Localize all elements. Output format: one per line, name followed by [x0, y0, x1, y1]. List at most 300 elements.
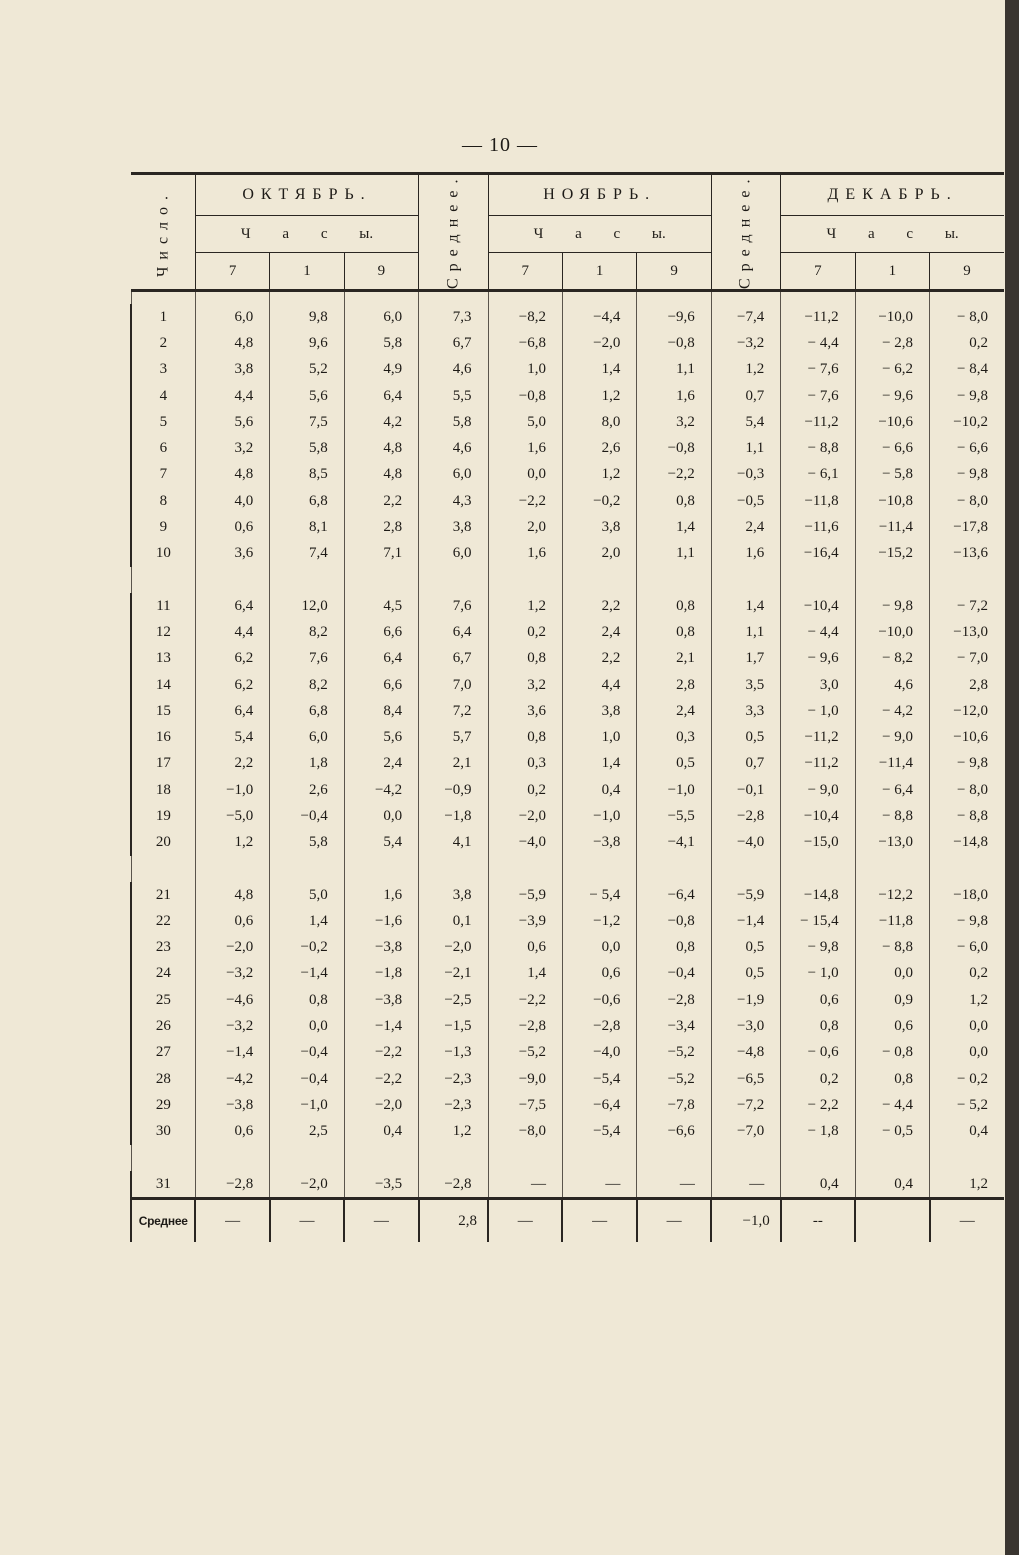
gap-cell — [855, 856, 929, 882]
temperature-cell: 4,8 — [195, 462, 269, 488]
temperature-cell: −1,6 — [344, 908, 418, 934]
temperature-cell: 2,8 — [344, 514, 418, 540]
temperature-cell: −1,4 — [711, 908, 780, 934]
temperature-cell: 1,0 — [562, 724, 636, 750]
temperature-cell: 0,0 — [562, 935, 636, 961]
temperature-cell: 3,2 — [488, 672, 562, 698]
temperature-cell: 4,8 — [344, 435, 418, 461]
day-number: 27 — [131, 1040, 195, 1066]
temperature-cell: −14,8 — [781, 882, 855, 908]
temperature-cell: −2,8 — [419, 1171, 488, 1199]
temperature-cell: −5,2 — [637, 1040, 711, 1066]
temperature-cell: 3,8 — [195, 357, 269, 383]
temperature-cell: −2,0 — [344, 1092, 418, 1118]
gap-cell — [855, 1145, 929, 1171]
gap-cell — [711, 567, 780, 593]
table-row — [131, 462, 1004, 488]
spacer-cell — [270, 291, 344, 305]
temperature-cell: 12,0 — [270, 593, 344, 619]
temperature-cell: − 7,6 — [781, 357, 855, 383]
average-cell: — — [195, 1199, 269, 1243]
temperature-cell: −0,6 — [562, 987, 636, 1013]
temperature-cell: 0,5 — [711, 935, 780, 961]
table-row — [131, 961, 1004, 987]
temperature-cell: −6,4 — [637, 882, 711, 908]
temperature-cell: − 2,8 — [855, 330, 929, 356]
temperature-cell: 5,6 — [270, 383, 344, 409]
temperature-cell: −1,0 — [637, 777, 711, 803]
hour-header: 9 — [930, 253, 1004, 291]
temperature-cell: − 1,0 — [781, 698, 855, 724]
temperature-cell: 1,1 — [711, 435, 780, 461]
temperature-cell: − 9,0 — [855, 724, 929, 750]
spacer-cell — [488, 291, 562, 305]
temperature-cell: 5,8 — [344, 330, 418, 356]
temperature-cell: 8,1 — [270, 514, 344, 540]
hour-header: 9 — [344, 253, 418, 291]
gap-cell — [270, 567, 344, 593]
day-number: 18 — [131, 777, 195, 803]
temperature-cell: −2,2 — [488, 987, 562, 1013]
day-number: 7 — [131, 462, 195, 488]
temperature-cell: −1,3 — [419, 1040, 488, 1066]
temperature-cell: −4,8 — [711, 1040, 780, 1066]
spacer-cell — [637, 291, 711, 305]
temperature-cell: −2,0 — [195, 935, 269, 961]
temperature-cell: −4,4 — [562, 304, 636, 330]
temperature-cell: −0,4 — [270, 803, 344, 829]
temperature-cell: 3,2 — [637, 409, 711, 435]
table-row — [131, 1040, 1004, 1066]
table-body — [131, 291, 1004, 1199]
gap-cell — [637, 567, 711, 593]
table-row — [131, 987, 1004, 1013]
gap-cell — [195, 856, 269, 882]
temperature-cell: 5,8 — [270, 435, 344, 461]
temperature-cell: 0,0 — [344, 803, 418, 829]
temperature-cell: 0,7 — [711, 751, 780, 777]
temperature-cell: − 6,0 — [930, 935, 1004, 961]
temperature-cell: − 4,4 — [781, 330, 855, 356]
gap-cell — [131, 856, 195, 882]
temperature-cell: 3,8 — [562, 698, 636, 724]
temperature-cell: −15,2 — [855, 541, 929, 567]
temperature-cell: 5,8 — [419, 409, 488, 435]
temperature-cell: −1,9 — [711, 987, 780, 1013]
average-cell: -- — [781, 1199, 855, 1243]
temperature-cell: 4,9 — [344, 357, 418, 383]
temperature-cell: 0,1 — [419, 908, 488, 934]
table-row — [131, 1066, 1004, 1092]
november-hours-label: Ч а с ы. — [488, 216, 711, 253]
temperature-cell: 5,7 — [419, 724, 488, 750]
temperature-cell: −0,9 — [419, 777, 488, 803]
temperature-cell: −11,8 — [781, 488, 855, 514]
temperature-cell: −17,8 — [930, 514, 1004, 540]
header-spacer-row — [131, 291, 1004, 305]
temperature-cell: −2,0 — [419, 935, 488, 961]
temperature-cell: 1,6 — [637, 383, 711, 409]
temperature-cell: −5,4 — [562, 1119, 636, 1145]
temperature-cell: 9,6 — [270, 330, 344, 356]
temperature-cell: −2,2 — [344, 1066, 418, 1092]
temperature-table-wrapper — [130, 172, 1004, 1242]
temperature-cell: 1,0 — [488, 357, 562, 383]
temperature-cell: 0,8 — [781, 1013, 855, 1039]
temperature-cell: 7,6 — [419, 593, 488, 619]
temperature-cell: 6,0 — [344, 304, 418, 330]
temperature-cell: 7,6 — [270, 646, 344, 672]
temperature-cell: −3,9 — [488, 908, 562, 934]
temperature-cell: −2,8 — [488, 1013, 562, 1039]
temperature-cell: − 9,8 — [930, 462, 1004, 488]
temperature-cell: −5,2 — [488, 1040, 562, 1066]
temperature-cell: 6,4 — [195, 698, 269, 724]
temperature-cell: 0,4 — [930, 1119, 1004, 1145]
temperature-cell: 4,2 — [344, 409, 418, 435]
day-number: 6 — [131, 435, 195, 461]
temperature-cell: 3,6 — [195, 541, 269, 567]
temperature-cell: −4,0 — [488, 830, 562, 856]
day-number: 21 — [131, 882, 195, 908]
temperature-cell: — — [711, 1171, 780, 1199]
spacer-cell — [855, 291, 929, 305]
temperature-cell: 3,8 — [419, 514, 488, 540]
temperature-cell: 1,4 — [711, 593, 780, 619]
temperature-cell: − 7,6 — [781, 383, 855, 409]
gap-cell — [344, 856, 418, 882]
temperature-cell: 7,5 — [270, 409, 344, 435]
temperature-cell: 6,0 — [195, 304, 269, 330]
temperature-cell: 2,5 — [270, 1119, 344, 1145]
temperature-cell: 0,3 — [637, 724, 711, 750]
gap-cell — [711, 856, 780, 882]
hour-header: 1 — [562, 253, 636, 291]
temperature-cell: 7,2 — [419, 698, 488, 724]
temperature-cell: 0,8 — [855, 1066, 929, 1092]
spacer-cell — [195, 291, 269, 305]
temperature-cell: 6,0 — [419, 462, 488, 488]
temperature-cell: 4,0 — [195, 488, 269, 514]
temperature-cell: 2,2 — [562, 646, 636, 672]
temperature-cell: −0,4 — [270, 1040, 344, 1066]
temperature-cell: 2,2 — [344, 488, 418, 514]
day-number: 31 — [131, 1171, 195, 1199]
gap-cell — [488, 567, 562, 593]
day-number: 2 — [131, 330, 195, 356]
temperature-cell: −5,9 — [488, 882, 562, 908]
temperature-cell: 0,2 — [781, 1066, 855, 1092]
temperature-cell: − 9,6 — [781, 646, 855, 672]
temperature-cell: 1,2 — [562, 462, 636, 488]
temperature-cell: 6,7 — [419, 330, 488, 356]
table-row — [131, 908, 1004, 934]
temperature-cell: 5,8 — [270, 830, 344, 856]
table-row — [131, 488, 1004, 514]
gap-cell — [781, 1145, 855, 1171]
temperature-cell: − 9,0 — [781, 777, 855, 803]
table-row — [131, 1013, 1004, 1039]
temperature-cell: 0,6 — [562, 961, 636, 987]
hour-header: 1 — [270, 253, 344, 291]
october-average-header: Среднее. — [419, 174, 488, 291]
temperature-cell: 4,5 — [344, 593, 418, 619]
average-cell: — — [344, 1199, 418, 1243]
temperature-cell: −4,0 — [562, 1040, 636, 1066]
temperature-cell: − 0,2 — [930, 1066, 1004, 1092]
day-number: 23 — [131, 935, 195, 961]
temperature-cell: 2,4 — [711, 514, 780, 540]
october-hours-label: Ч а с ы. — [195, 216, 418, 253]
temperature-cell: 4,1 — [419, 830, 488, 856]
gap-cell — [930, 1145, 1004, 1171]
temperature-cell: −13,0 — [855, 830, 929, 856]
temperature-cell: 9,8 — [270, 304, 344, 330]
day-number: 24 — [131, 961, 195, 987]
spacer-cell — [344, 291, 418, 305]
average-row — [131, 1199, 1004, 1243]
gap-cell — [930, 856, 1004, 882]
gap-cell — [637, 856, 711, 882]
temperature-cell: − 4,2 — [855, 698, 929, 724]
temperature-cell: −12,0 — [930, 698, 1004, 724]
temperature-cell: −0,4 — [270, 1066, 344, 1092]
temperature-cell: −3,8 — [344, 935, 418, 961]
temperature-cell: 2,1 — [637, 646, 711, 672]
average-cell — [855, 1199, 929, 1243]
temperature-cell: 2,4 — [344, 751, 418, 777]
temperature-cell: −11,4 — [855, 514, 929, 540]
temperature-cell: 1,2 — [711, 357, 780, 383]
temperature-cell: 0,8 — [270, 987, 344, 1013]
table-row — [131, 830, 1004, 856]
temperature-cell: − 6,1 — [781, 462, 855, 488]
temperature-cell: 2,8 — [637, 672, 711, 698]
temperature-cell: 7,4 — [270, 541, 344, 567]
temperature-cell: −1,5 — [419, 1013, 488, 1039]
gap-cell — [562, 856, 636, 882]
temperature-cell: − 9,8 — [855, 593, 929, 619]
day-number: 29 — [131, 1092, 195, 1118]
table-row — [131, 330, 1004, 356]
temperature-cell: 3,5 — [711, 672, 780, 698]
temperature-cell: 4,8 — [195, 882, 269, 908]
temperature-cell: −2,2 — [637, 462, 711, 488]
hour-header: 1 — [855, 253, 929, 291]
table-row — [131, 1119, 1004, 1145]
temperature-cell: −4,6 — [195, 987, 269, 1013]
temperature-cell: − 5,2 — [930, 1092, 1004, 1118]
temperature-cell: −2,1 — [419, 961, 488, 987]
temperature-cell: 5,0 — [488, 409, 562, 435]
temperature-cell: 4,6 — [419, 357, 488, 383]
day-number: 8 — [131, 488, 195, 514]
temperature-cell: −18,0 — [930, 882, 1004, 908]
temperature-cell: −1,4 — [270, 961, 344, 987]
month-header-december: ДЕКАБРЬ. — [781, 174, 1004, 216]
spacer-cell — [419, 291, 488, 305]
average-cell: — — [930, 1199, 1004, 1243]
temperature-cell: −0,8 — [637, 330, 711, 356]
temperature-cell: 6,4 — [195, 593, 269, 619]
temperature-cell: 5,6 — [195, 409, 269, 435]
day-number: 26 — [131, 1013, 195, 1039]
temperature-cell: −10,6 — [930, 724, 1004, 750]
temperature-cell: −1,8 — [419, 803, 488, 829]
temperature-cell: 7,0 — [419, 672, 488, 698]
temperature-cell: − 8,0 — [930, 304, 1004, 330]
temperature-cell: −15,0 — [781, 830, 855, 856]
temperature-cell: 0,4 — [781, 1171, 855, 1199]
temperature-cell: −9,0 — [488, 1066, 562, 1092]
table-row — [131, 409, 1004, 435]
temperature-cell: 4,4 — [195, 619, 269, 645]
temperature-cell: 0,4 — [855, 1171, 929, 1199]
table-row — [131, 541, 1004, 567]
temperature-cell: −1,0 — [270, 1092, 344, 1118]
temperature-cell: − 8,2 — [855, 646, 929, 672]
temperature-cell: − 15,4 — [781, 908, 855, 934]
temperature-cell: 4,8 — [195, 330, 269, 356]
temperature-cell: − 7,0 — [930, 646, 1004, 672]
temperature-cell: −2,0 — [562, 330, 636, 356]
hour-header: 7 — [781, 253, 855, 291]
temperature-cell: −6,6 — [637, 1119, 711, 1145]
temperature-cell: − 4,4 — [855, 1092, 929, 1118]
temperature-cell: −1,2 — [562, 908, 636, 934]
temperature-cell: − 0,8 — [855, 1040, 929, 1066]
temperature-cell: −6,8 — [488, 330, 562, 356]
temperature-cell: − 1,8 — [781, 1119, 855, 1145]
temperature-cell: 1,6 — [488, 435, 562, 461]
gap-cell — [711, 1145, 780, 1171]
temperature-cell: 0,4 — [562, 777, 636, 803]
temperature-cell: 6,6 — [344, 672, 418, 698]
temperature-cell: 6,8 — [270, 488, 344, 514]
gap-cell — [195, 567, 269, 593]
temperature-cell: − 0,6 — [781, 1040, 855, 1066]
temperature-cell: −0,8 — [488, 383, 562, 409]
temperature-cell: − 8,4 — [930, 357, 1004, 383]
temperature-cell: 3,6 — [488, 698, 562, 724]
temperature-cell: 6,7 — [419, 646, 488, 672]
temperature-cell: − 8,8 — [781, 435, 855, 461]
table-row — [131, 357, 1004, 383]
temperature-cell: −2,2 — [344, 1040, 418, 1066]
gap-cell — [419, 567, 488, 593]
temperature-cell: −4,0 — [711, 830, 780, 856]
gap-row — [131, 567, 1004, 593]
temperature-cell: − 9,6 — [855, 383, 929, 409]
temperature-cell: 0,2 — [930, 330, 1004, 356]
temperature-cell: 0,8 — [637, 935, 711, 961]
temperature-cell: 1,6 — [711, 541, 780, 567]
day-number: 1 — [131, 304, 195, 330]
temperature-cell: 4,8 — [344, 462, 418, 488]
temperature-cell: −7,8 — [637, 1092, 711, 1118]
gap-cell — [488, 1145, 562, 1171]
temperature-cell: −2,8 — [711, 803, 780, 829]
temperature-cell: − 2,2 — [781, 1092, 855, 1118]
temperature-cell: −2,0 — [270, 1171, 344, 1199]
hour-header: 7 — [488, 253, 562, 291]
table-row — [131, 1092, 1004, 1118]
temperature-cell: 1,4 — [637, 514, 711, 540]
temperature-cell: 6,2 — [195, 672, 269, 698]
temperature-cell: 6,4 — [419, 619, 488, 645]
temperature-cell: 0,6 — [488, 935, 562, 961]
day-number: 10 — [131, 541, 195, 567]
gap-cell — [419, 1145, 488, 1171]
temperature-cell: −3,8 — [344, 987, 418, 1013]
spacer-cell — [711, 291, 780, 305]
temperature-cell: 1,1 — [711, 619, 780, 645]
gap-cell — [781, 567, 855, 593]
temperature-cell: 0,8 — [637, 619, 711, 645]
temperature-cell: 0,5 — [711, 961, 780, 987]
temperature-cell: 3,2 — [195, 435, 269, 461]
table-row — [131, 619, 1004, 645]
temperature-cell: −3,2 — [711, 330, 780, 356]
temperature-cell: −3,4 — [637, 1013, 711, 1039]
temperature-cell: 2,0 — [562, 541, 636, 567]
december-hours-label: Ч а с ы. — [781, 216, 1004, 253]
temperature-cell: 0,8 — [488, 646, 562, 672]
temperature-cell: 0,0 — [930, 1040, 1004, 1066]
temperature-cell: 1,2 — [419, 1119, 488, 1145]
temperature-cell: 6,8 — [270, 698, 344, 724]
temperature-cell: − 1,0 — [781, 961, 855, 987]
temperature-cell: 2,1 — [419, 751, 488, 777]
gap-cell — [419, 856, 488, 882]
temperature-cell: 2,6 — [270, 777, 344, 803]
day-number: 16 — [131, 724, 195, 750]
gap-cell — [344, 567, 418, 593]
temperature-cell: −10,4 — [781, 593, 855, 619]
temperature-cell: −1,4 — [195, 1040, 269, 1066]
temperature-cell: 2,8 — [930, 672, 1004, 698]
temperature-cell: −10,4 — [781, 803, 855, 829]
temperature-cell: −3,8 — [195, 1092, 269, 1118]
temperature-cell: −0,2 — [562, 488, 636, 514]
temperature-cell: 0,0 — [270, 1013, 344, 1039]
temperature-cell: −11,2 — [781, 724, 855, 750]
temperature-cell: −9,6 — [637, 304, 711, 330]
temperature-cell: 3,0 — [781, 672, 855, 698]
spacer-cell — [930, 291, 1004, 305]
table-row — [131, 304, 1004, 330]
temperature-cell: −3,2 — [195, 1013, 269, 1039]
temperature-cell: −8,2 — [488, 304, 562, 330]
temperature-cell: 6,4 — [344, 383, 418, 409]
temperature-cell: −11,2 — [781, 751, 855, 777]
temperature-cell: −11,2 — [781, 304, 855, 330]
temperature-cell: −16,4 — [781, 541, 855, 567]
temperature-cell: − 9,8 — [781, 935, 855, 961]
day-number: 3 — [131, 357, 195, 383]
temperature-cell: −5,9 — [711, 882, 780, 908]
average-row-label: Среднее — [131, 1199, 195, 1243]
temperature-cell: 0,9 — [855, 987, 929, 1013]
temperature-cell: 0,2 — [488, 619, 562, 645]
temperature-cell: − 8,8 — [930, 803, 1004, 829]
day-number: 25 — [131, 987, 195, 1013]
temperature-cell: 4,4 — [195, 383, 269, 409]
temperature-cell: 0,8 — [488, 724, 562, 750]
day-column-header: Число. — [131, 174, 195, 291]
spacer-cell — [781, 291, 855, 305]
temperature-cell: 5,5 — [419, 383, 488, 409]
